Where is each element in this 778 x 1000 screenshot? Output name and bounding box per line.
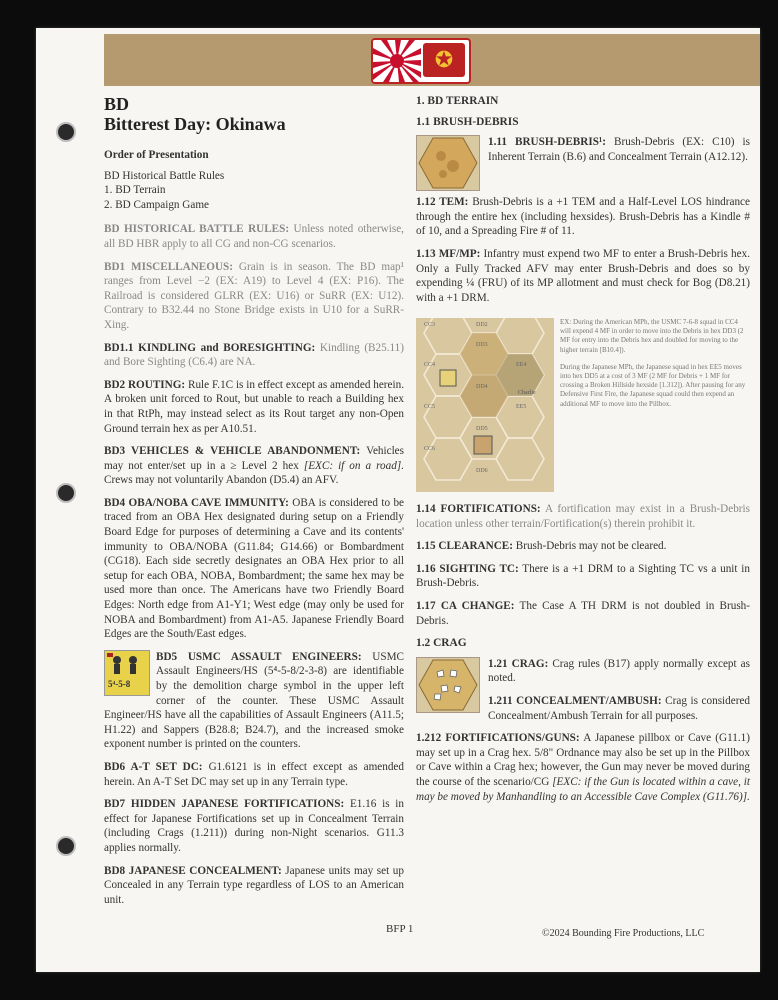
map-hex-label: DD3 <box>476 342 488 348</box>
rulebook-page <box>36 28 760 972</box>
map-hex-label: CC6 <box>424 446 436 452</box>
rule-bd2: BD2 ROUTING: Rule F.1C is in effect except as amended herein. A broken unit forced to Rout, but unable to reach a Building hex in that RtPh, may instead select as its Rout target any non-Open Ground terrain hex as per A10.51. <box>104 378 404 435</box>
rule-bd4: BD4 OBA/NOBA CAVE IMMUNITY: OBA is considered to be traced from an OBA Hex designated during setup on a Friendly Board Edge for purposes of determining a Cave and its contents' immunity to OBA/NOBA (G11.84; G14.66) or Bombardment (CG18). Each side secretly designates an OBA Hex prior to all setup for each OBA, NOBA, Bombardment; the same hex may be used more than once. The Americans have two Friendly Board Edges: North edge from A1-Y1; West edge (may only be used for NOBA and Bombardment) from A1-A5. Japanese Friendly Board Edges are the South/East edges. <box>104 496 405 641</box>
map-hex-label: DD6 <box>476 468 488 474</box>
rule-1-16: 1.16 SIGHTING TC: There is a +1 DRM to a Sighting TC vs a unit in Brush-Debris. <box>416 562 750 590</box>
map-location-label: Charlie <box>518 390 536 396</box>
map-hex-label: CC4 <box>424 362 436 368</box>
rule-1-14: 1.14 FORTIFICATIONS: A fortification may exist in a Brush-Debris location unless other terrain/Fortification(s) therein prohibit it. <box>416 503 750 530</box>
order-heading: Order of Presentation <box>104 149 209 161</box>
module-code: BD <box>104 94 130 114</box>
flag-emblem <box>371 38 471 84</box>
rule-bd1: BD1 MISCELLANEOUS: Grain is in season. The BD map¹ ranges from Level −2 (EX: A19) to Level 4 (EX: P16). The Railroad is considered GLRR (EX: U16) or SuRR (EX: U12). Contrary to B32.44 no Stone Bridge exists in U10 for a SuRR-Xing. <box>104 260 404 331</box>
order-item: 2. BD Campaign Game <box>104 198 210 211</box>
section-heading: 1.1 BRUSH-DEBRIS <box>416 115 519 128</box>
rule-bd1-1: BD1.1 KINDLING and BORESIGHTING: Kindling (B25.11) and Bore Sighting (C6.4) are NA. <box>104 341 404 369</box>
brush-debris-hex-image <box>416 135 480 191</box>
rule-1-211: 1.211 CONCEALMENT/AMBUSH: Crag is considered Concealment/Ambush Terrain for all purposes. <box>488 694 751 722</box>
rising-sun-flag-icon <box>373 40 421 82</box>
rule-bd5: 5⁴-5-8 BD5 USMC ASSAULT ENGINEERS: USMC Assault Engineers/HS (5⁴-5-8/2-3-8) are identifiable by the demolition charge symbol in the upper left corner of the counter. These USMC Assault Engineer/HS have all the capabilities of Assault Engineers (A11.5; H1.22) and Sappers (B28.8; B24.7), and the increased smoke exponent number is printed on the counters. <box>104 650 404 751</box>
rule-1-12: 1.12 TEM: Brush-Debris is a +1 TEM and a Half-Level LOS hindrance through the entire hex (including hexsides). Brush-Debris has a Kindle # of 10, and a Spreading Fire # of 11. <box>416 196 750 238</box>
rule-1-21: 1.21 CRAG: Crag rules (B17) apply normally except as noted. <box>416 657 750 686</box>
map-hex-label: DD4 <box>476 384 488 390</box>
assault-engineer-counter: 5⁴-5-8 <box>104 650 150 696</box>
binder-hole <box>56 122 76 142</box>
order-item: BD Historical Battle Rules <box>104 169 225 182</box>
rule-bd3: BD3 VEHICLES & VEHICLE ABANDONMENT: Vehicles may not enter/set up in a ≥ Level 2 hex [EXC: if on a road]. Crews may not voluntarily Abandon (D5.4) an AFV. <box>104 445 404 487</box>
map-hex-label: EE4 <box>516 362 527 368</box>
rule-1-13: 1.13 MF/MP: Infantry must expend two MF to enter a Brush-Debris hex. Only a Fully Tracked AFV may enter Brush-Debris and does so by expending ¼ (FRU) of its MP allotment and must check for Bog (D8.21) with a +1 DRM. <box>416 247 750 304</box>
right-column-bottom <box>416 502 750 812</box>
rule-1-17: 1.17 CA CHANGE: The Case A TH DRM is not doubled in Brush-Debris. <box>416 599 750 627</box>
caption-american: EX: During the American MPh, the USMC 7-6-8 squad in CC4 will expend 4 MF in order to move into the Debris in hex DD3 (2 MF for entry into the Debris hex and doubled for moving to the higher terrain [B10.4]). <box>560 318 744 354</box>
rule-bd8: BD8 JAPANESE CONCEALMENT: Japanese units may set up Concealed in any Terrain type regardless of LOS to an American unit. <box>104 864 404 906</box>
crag-hex-image <box>416 657 480 713</box>
section-heading: 1. BD TERRAIN <box>416 95 499 107</box>
left-column <box>104 94 404 915</box>
map-hex-label: DD2 <box>476 322 488 328</box>
map-hex-label: CC3 <box>424 322 436 328</box>
rule-bd7: BD7 HIDDEN JAPANESE FORTIFICATIONS: E1.16 is in effect for Japanese Fortifications set up in Concealment Terrain (including Crags (1.211)) during non-Night scenarios. G11.3 applies normally. <box>104 798 405 854</box>
rule-bd6: BD6 A-T SET DC: G1.6121 is in effect except as amended herein. An A-T Set DC may set up in any Terrain type. <box>104 760 404 788</box>
example-caption <box>560 318 748 409</box>
binder-hole <box>56 836 76 856</box>
binder-hole <box>56 483 76 503</box>
rule-1-11: 1.11 BRUSH-DEBRIS¹: Brush-Debris (EX: C10) is Inherent Terrain (B.6) and Concealment Terrain (A12.12). <box>416 135 750 164</box>
order-item: 1. BD Terrain <box>104 184 166 197</box>
module-title: Bitterest Day: Okinawa <box>104 114 286 134</box>
rule-1-212: 1.212 FORTIFICATIONS/GUNS: A Japanese pillbox or Cave (G11.1) may set up in a Crag hex. 5/8" Ordnance may also be set up in the Pillbox or Cave within a Crag hex; however, the Gun may never be moved during the course of the scenario/CG [EXC: if the Gun is located within a cave, it may be moved by Manhandling to an Accessible Cave Complex (G11.76)]. <box>416 732 750 803</box>
page-number: BFP 1 <box>386 923 414 935</box>
rule-hbr: BD HISTORICAL BATTLE RULES: Unless noted otherwise, all BD HBR apply to all CG and non-CG scenarios. <box>104 223 404 250</box>
map-hex-label: EE5 <box>516 404 527 410</box>
section-heading: 1.2 CRAG <box>416 637 467 650</box>
example-map <box>416 318 554 492</box>
map-hex-label: CC5 <box>424 404 436 410</box>
caption-japanese: During the Japanese MPh, the Japanese squad in hex EE5 moves into hex DD5 at a cost of 3 MF (2 MF for Debris + 1 MF for crossing a Broken Hillside hexside [1.312]). After pausing for any Defensive First Fire, the Japanese squad could then expend an additional MF to move into the Pillbox. <box>560 362 746 408</box>
usmc-emblem-icon: ✪ <box>423 43 465 77</box>
map-hex-label: DD5 <box>476 426 488 432</box>
rule-1-15: 1.15 CLEARANCE: Brush-Debris may not be cleared. <box>416 540 667 553</box>
right-column-top <box>416 94 750 313</box>
copyright: ©2024 Bounding Fire Productions, LLC <box>542 928 705 939</box>
